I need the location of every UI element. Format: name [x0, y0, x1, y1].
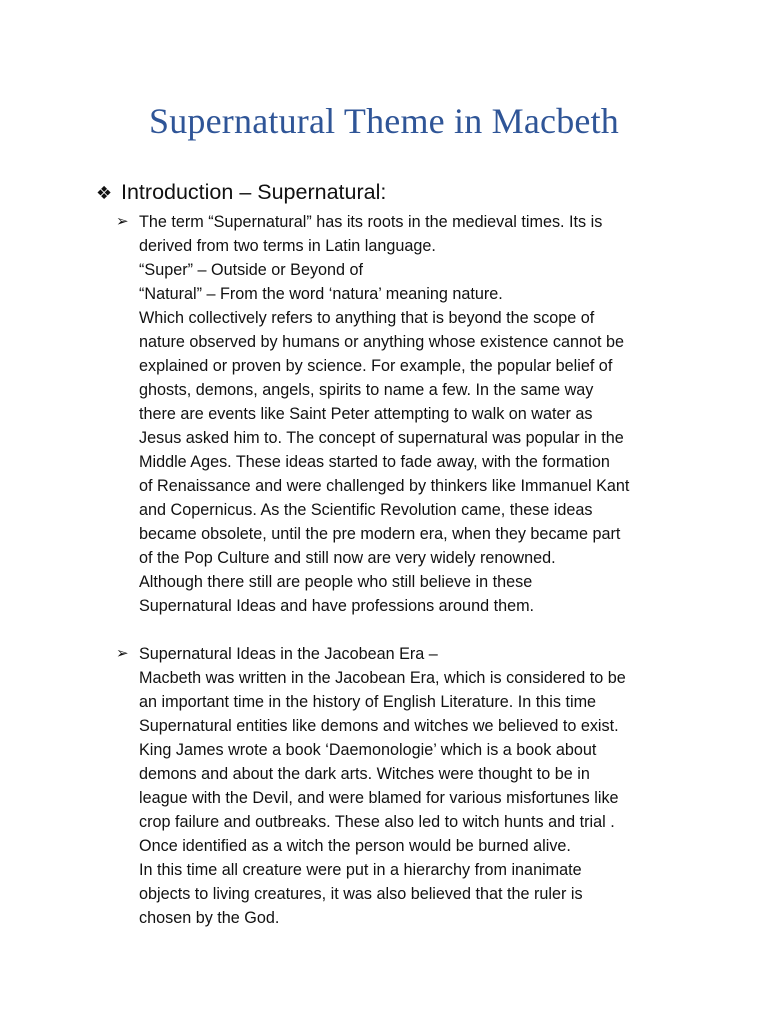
text-line: Supernatural entities like demons and witches we believed to exist.	[139, 717, 619, 735]
text-line: The term “Supernatural” has its roots in the medieval times. Its is	[139, 213, 603, 231]
text-line: Jesus asked him to. The concept of supernatural was popular in the	[139, 429, 624, 447]
text-line: “Super” – Outside or Beyond of	[139, 261, 364, 279]
text-line: In this time all creature were put in a hierarchy from inanimate	[139, 861, 582, 879]
text-line: an important time in the history of English Literature. In this time	[139, 693, 597, 711]
text-line: Although there still are people who still believe in these	[139, 573, 533, 591]
text-line: of Renaissance and were challenged by thinkers like Immanuel Kant	[139, 477, 630, 495]
text-line: Once identified as a witch the person would be burned alive.	[139, 837, 571, 855]
diamond-bullet-icon: ❖	[96, 183, 113, 203]
section-heading-text: Introduction – Supernatural:	[121, 180, 387, 204]
arrow-bullet-icon: ➢	[116, 645, 129, 662]
text-line: crop failure and outbreaks. These also led to witch hunts and trial .	[139, 813, 615, 831]
text-line: league with the Devil, and were blamed for various misfortunes like	[139, 789, 619, 807]
text-line: Which collectively refers to anything that is beyond the scope of	[139, 309, 595, 327]
text-line: Supernatural Ideas in the Jacobean Era –	[139, 645, 438, 663]
text-line: demons and about the dark arts. Witches were thought to be in	[139, 765, 590, 783]
text-line: there are events like Saint Peter attempting to walk on water as	[139, 405, 593, 423]
section-heading	[96, 180, 386, 205]
text-line: Middle Ages. These ideas started to fade away, with the formation	[139, 453, 610, 471]
text-line: King James wrote a book ‘Daemonologie’ which is a book about	[139, 741, 597, 759]
arrow-bullet-icon: ➢	[116, 213, 129, 230]
paragraph	[139, 642, 699, 930]
text-line: of the Pop Culture and still now are very widely renowned.	[139, 549, 556, 567]
text-line: objects to living creatures, it was also believed that the ruler is	[139, 885, 583, 903]
text-line: nature observed by humans or anything whose existence cannot be	[139, 333, 625, 351]
text-line: ghosts, demons, angels, spirits to name a few. In the same way	[139, 381, 594, 399]
document-title: Supernatural Theme in Macbeth	[149, 101, 619, 141]
text-line: Macbeth was written in the Jacobean Era, which is considered to be	[139, 669, 626, 687]
text-line: “Natural” – From the word ‘natura’ meaning nature.	[139, 285, 503, 303]
text-line: and Copernicus. As the Scientific Revolution came, these ideas	[139, 501, 593, 519]
text-line: explained or proven by science. For example, the popular belief of	[139, 357, 613, 375]
text-line: Supernatural Ideas and have professions around them.	[139, 597, 535, 615]
paragraph	[139, 210, 699, 618]
text-line: became obsolete, until the pre modern era, when they became part	[139, 525, 621, 543]
text-line: chosen by the God.	[139, 909, 280, 927]
text-line: derived from two terms in Latin language.	[139, 237, 436, 255]
